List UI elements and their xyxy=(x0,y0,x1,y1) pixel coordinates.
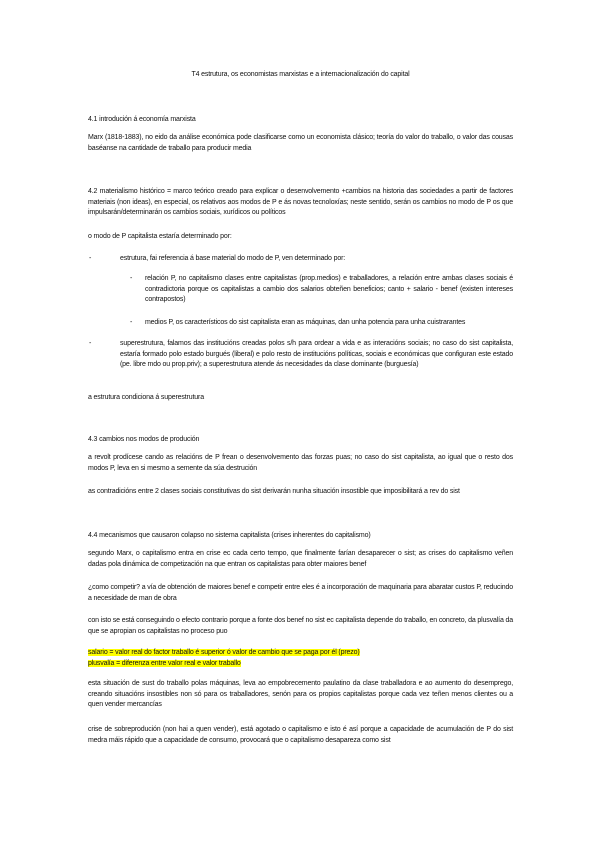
bullet-marker: - xyxy=(130,275,133,282)
list-item-estrutura: estrutura, fai referencia á base material do modo de P, ven determinado por: xyxy=(120,255,346,262)
highlight-salario: salario = valor real do factor traballo é superior ó valor de cambio que se paga por él (prezo) xyxy=(88,649,360,656)
section-3-heading: 4.3 cambios nos modos de produción xyxy=(88,436,200,443)
section-1-heading: 4.1 introdución á economía marxista xyxy=(88,116,196,123)
section-4-paragraph-1: segundo Marx, o capitalismo entra en crise ec cada certo tempo, que finalmente farían desaparecer o sist; as crises do capitalismo veñen dadas pola dinámica de competización na que entran os capitalistas para obter maiores benef xyxy=(88,550,513,568)
section-4-paragraph-2: ¿como competir? a vía de obtención de maiores benef e competir entre eles é a incorporación de maquinaria para abaratar custos P, reducindo a necesidade de man de obra xyxy=(88,584,513,602)
highlight-plusvalia: plusvalía = diferenza entre valor real e valor traballo xyxy=(88,660,241,667)
section-3-paragraph-2: as contradicións entre 2 clases sociais constitutivas do sist derivarán nunha situación insostible que imposibilitará a rev do sist xyxy=(88,488,460,495)
section-1-paragraph: Marx (1818-1883), no eido da análise económica pode clasificarse como un economista clásico; teoría do valor do traballo, o valor das cousas baséanse na cantidade de traballo para producir media xyxy=(88,134,513,152)
section-3-paragraph-1: a revolt prodícese cando as relacións de P frean o desenvolvemento das forzas puas; no caso do sist capitalista, ao igual que o resto dos modos P, leva en si mesmo a semente da súa destrución xyxy=(88,454,513,472)
section-2-paragraph-2: o modo de P capitalista estaría determinado por: xyxy=(88,233,232,240)
section-4-paragraph-3: con isto se está conseguindo o efecto contrario porque a fonte dos benef no sist ec capitalista depende do traballo, en concreto, da plusvalía da que se apropian os capitalistas no proceso puo xyxy=(88,617,513,635)
list-item-relacion-p: relación P, no capitalismo clases entre capitalistas (prop.medios) e traballadores, a relación entre ambas clases sociais é contradictoria porque os capitalistas a cambio dos salarios obteñen beneficios; canto + salario - benef (existen intereses contrapostos) xyxy=(145,275,513,303)
list-item-medios-p: medios P, os característicos do sist capitalista eran as máquinas, dan unha potencia para unha cuistrarantes xyxy=(145,319,466,326)
bullet-marker: - xyxy=(89,340,92,347)
list-item-superestrutura: superestrutura, falamos das institucións creadas polos s/h para ordear a vida e as interacións sociais; no caso do sist capitalista, estaría formado polo estado burgués (liberal) e polo resto de institucións políticas, sociais e económicas que configuran este estado (pe. libre mdo ou prop.priv); a superestrutura atende ás necesidades da clase dominante (burguesía) xyxy=(120,340,513,368)
bullet-marker: - xyxy=(130,319,133,326)
highlight-plusvalia-line xyxy=(88,659,513,670)
section-4-paragraph-5: crise de sobreprodución (non hai a quen vender), está agotado o capitalismo e isto é así porque a capacidade de acumulación de P do sist medra máis rápido que a capacidade de consumo, provocará que o capitalismo desapareza como sist xyxy=(88,726,513,744)
section-4-heading: 4.4 mecanismos que causaron colapso no sistema capitalista (crises inherentes do capitalismo) xyxy=(88,532,371,539)
bullet-marker: - xyxy=(89,255,92,262)
highlight-salario-line xyxy=(88,648,513,659)
document-title: T4 estrutura, os economistas marxistas e a internacionalización do capital xyxy=(191,71,410,78)
section-2-paragraph-1: 4.2 materialismo histórico = marco teórico creado para explicar o desenvolvemento +cambios na historia das sociedades a partir de factores materiais (non ideas), en especial, os relativos aos modos de P e ás novas tecnoloxías; neste sentido, serán os cambios no modo de P os que impulsarán/determinarán os cambios sociais, xurídicos ou políticos xyxy=(88,188,513,216)
section-4-paragraph-4: esta situación de sust do traballo polas máquinas, leva ao empobrecemento paulatino da clase traballadora e ao aumento do desemprego, creando situacións insostibles non só para os traballadores, senón para os propios capitalistas porque cada vez teñen menos clientes ou a quen vender mercancías xyxy=(88,680,513,708)
section-2-paragraph-3: a estrutura condiciona á superestrutura xyxy=(88,394,204,401)
